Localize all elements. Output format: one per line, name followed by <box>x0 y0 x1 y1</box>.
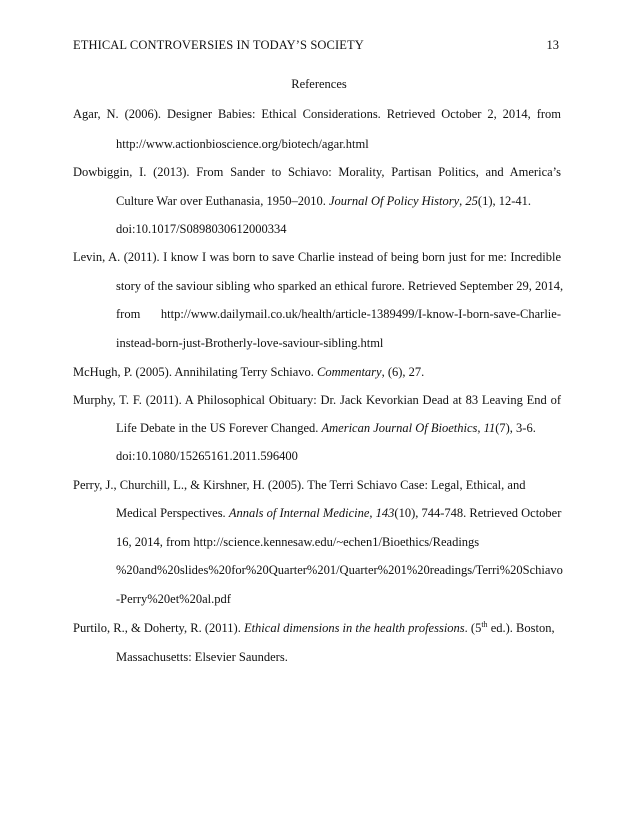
ref-levin-line-1: Levin, A. (2011). I know I was born to save Charlie instead of being born just for me: Incredible <box>73 250 561 264</box>
ref-dowbiggin-line-1: Dowbiggin, I. (2013). From Sander to Schiavo: Morality, Partisan Politics, and America’s <box>73 165 561 179</box>
ref-purtilo-superscript: th <box>481 620 488 629</box>
ref-perry-text: Medical Perspectives. <box>116 506 229 520</box>
ref-mchugh-text: McHugh, P. (2005). Annihilating Terry Schiavo. <box>73 365 318 379</box>
ref-murphy-line-1: Murphy, T. F. (2011). A Philosophical Obituary: Dr. Jack Kevorkian Dead at 83 Leaving End of <box>73 393 561 407</box>
ref-purtilo-place: ed.). Boston, <box>487 621 555 635</box>
ref-murphy-journal: American Journal Of Bioethics <box>321 421 478 435</box>
running-head: ETHICAL CONTROVERSIES IN TODAY’S SOCIETY <box>73 38 364 52</box>
ref-dowbiggin-line-2 <box>116 194 531 209</box>
ref-perry-line-1: Perry, J., Churchill, L., & Kirshner, H. (2005). The Terri Schiavo Case: Legal, Ethical, and <box>73 478 526 492</box>
ref-dowbiggin-doi: doi:10.1017/S0898030612000334 <box>116 222 287 236</box>
ref-levin-url-2[interactable]: instead-born-just-Brotherly-love-saviour-sibling.html <box>116 336 384 350</box>
ref-dowbiggin-volume: 25 <box>465 194 478 208</box>
ref-agar-url[interactable]: http://www.actionbioscience.org/biotech/agar.html <box>116 137 369 151</box>
ref-mchugh-pages: , (6), 27. <box>381 365 425 379</box>
ref-murphy-doi: doi:10.1080/15265161.2011.596400 <box>116 449 298 463</box>
ref-dowbiggin-sep: , <box>459 194 466 208</box>
ref-dowbiggin-text: Culture War over Euthanasia, 1950–2010. <box>116 194 329 208</box>
ref-murphy-volume: 11 <box>483 421 496 435</box>
ref-murphy-text: Life Debate in the US Forever Changed. <box>116 421 322 435</box>
references-title: References <box>291 77 347 91</box>
ref-perry-url-3[interactable]: -Perry%20et%20al.pdf <box>116 592 231 606</box>
ref-purtilo-title: Ethical dimensions in the health professions <box>243 621 465 635</box>
ref-mchugh <box>73 365 424 380</box>
page-number: 13 <box>546 38 559 52</box>
ref-purtilo-text: Purtilo, R., & Doherty, R. (2011). <box>73 621 244 635</box>
ref-agar-line-1: Agar, N. (2006). Designer Babies: Ethical Considerations. Retrieved October 2, 2014, from <box>73 107 561 121</box>
ref-perry-url-2[interactable]: %20and%20slides%20for%20Quarter%201/Quarter%201%20readings/Terri%20Schiavo <box>116 563 563 577</box>
ref-purtilo-edition: . (5 <box>464 621 482 635</box>
ref-mchugh-journal: Commentary <box>317 365 382 379</box>
ref-murphy-sep: , <box>477 421 484 435</box>
ref-purtilo-publisher: Massachusetts: Elsevier Saunders. <box>116 650 288 664</box>
ref-perry-line-2 <box>116 506 561 521</box>
ref-purtilo-line-1 <box>73 621 555 636</box>
ref-perry-url-1[interactable]: 16, 2014, from http://science.kennesaw.edu/~echen1/Bioethics/Readings <box>116 535 480 549</box>
ref-perry-journal: Annals of Internal Medicine, 143 <box>228 506 395 520</box>
ref-dowbiggin-pages: (1), 12-41. <box>477 194 532 208</box>
ref-dowbiggin-journal: Journal Of Policy History <box>328 194 460 208</box>
ref-murphy-line-2 <box>116 421 536 436</box>
ref-levin-line-2: story of the saviour sibling who sparked an ethical furore. Retrieved September 29, 2014, <box>116 279 564 293</box>
ref-murphy-pages: (7), 3-6. <box>495 421 536 435</box>
ref-perry-pages: (10), 744-748. Retrieved October <box>394 506 562 520</box>
ref-levin-url-1[interactable]: from http://www.dailymail.co.uk/health/article-1389499/I-know-I-born-save-Charlie- <box>116 307 561 321</box>
